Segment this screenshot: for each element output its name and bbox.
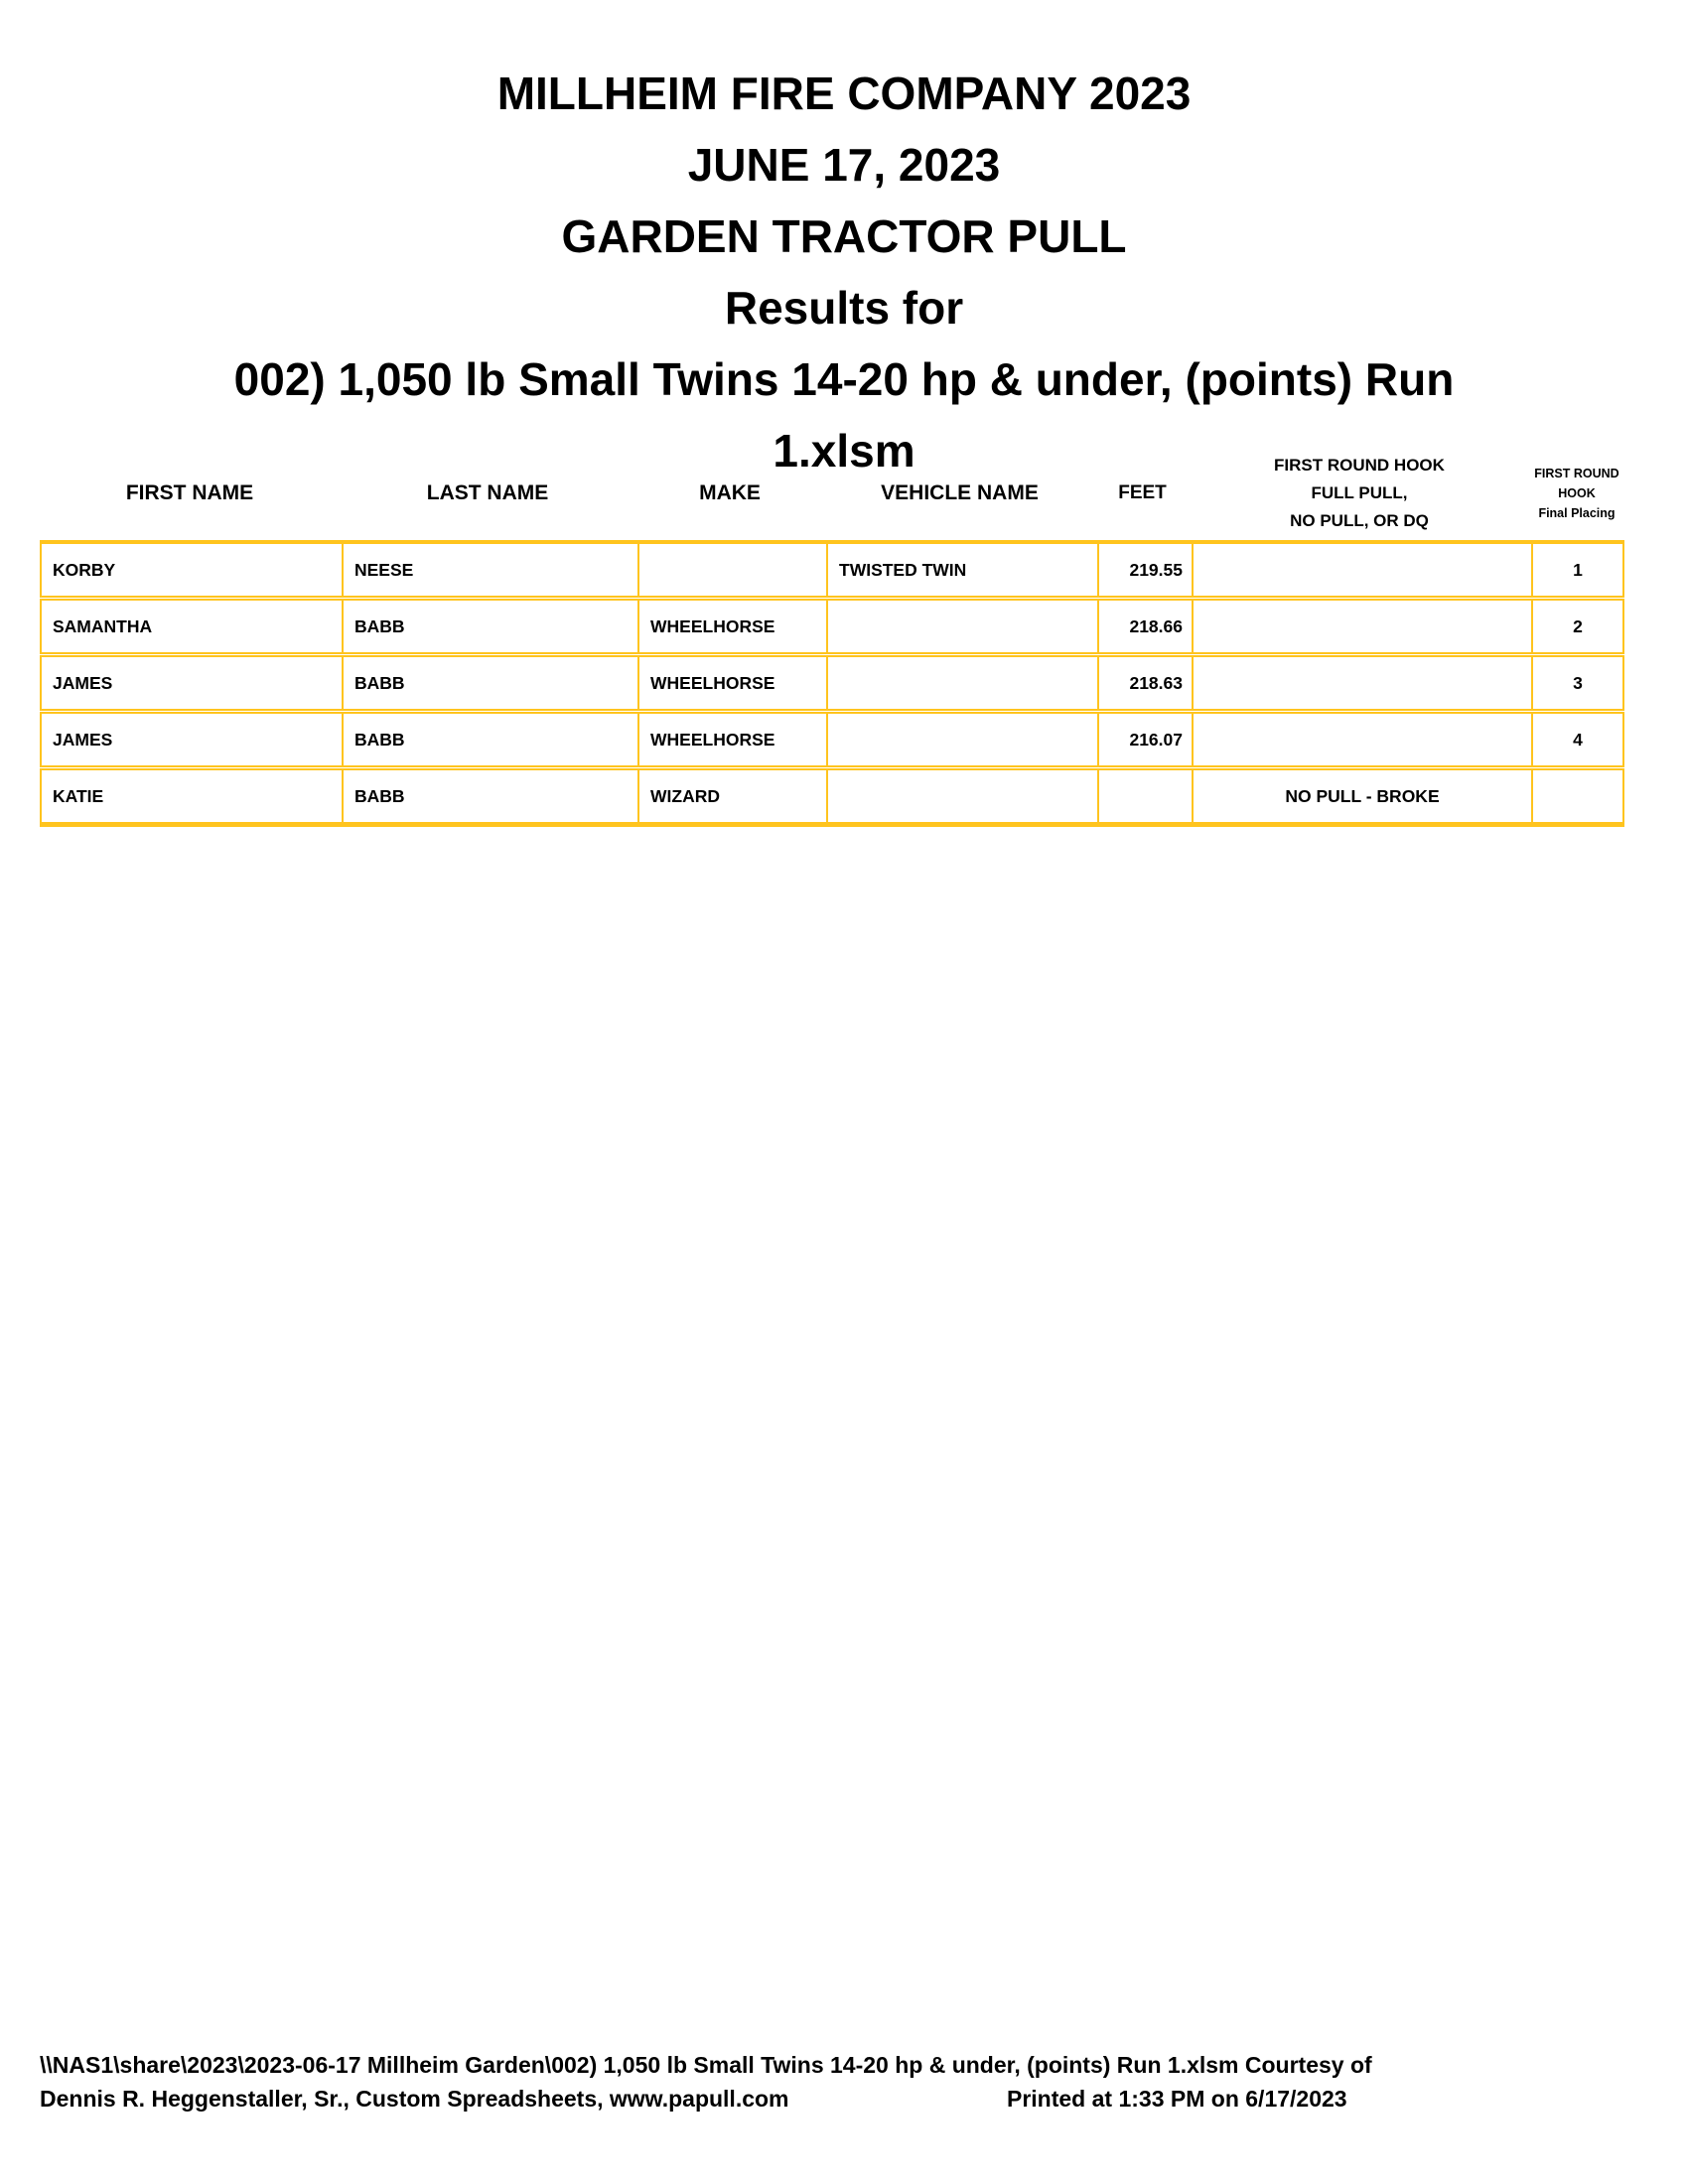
hook-header-line: NO PULL, OR DQ <box>1290 511 1429 530</box>
event-title: MILLHEIM FIRE COMPANY 2023 <box>496 68 1192 119</box>
column-header-first-name: FIRST NAME <box>125 481 254 504</box>
cell-final-placing <box>1531 770 1622 822</box>
cell-last-name: BABB <box>342 714 637 765</box>
cell-last-name: NEESE <box>342 544 637 596</box>
column-header-make: MAKE <box>699 481 761 504</box>
cell-hook-result <box>1192 601 1531 652</box>
cell-final-placing: 1 <box>1531 544 1622 596</box>
footer-credit-line <box>40 2082 1688 2116</box>
cell-make: WHEELHORSE <box>637 657 826 709</box>
cell-last-name: BABB <box>342 770 637 822</box>
column-header-last-name: LAST NAME <box>426 481 549 504</box>
cell-feet <box>1097 770 1192 822</box>
column-header-feet: FEET <box>1118 482 1167 503</box>
cell-feet: 218.63 <box>1097 657 1192 709</box>
table-row <box>40 712 1624 767</box>
cell-hook-result <box>1192 714 1531 765</box>
results-for-label: Results for <box>724 282 964 334</box>
column-header-final-placing <box>1529 464 1624 523</box>
column-header-vehicle-name: VEHICLE NAME <box>881 481 1039 504</box>
cell-make <box>637 544 826 596</box>
cell-vehicle-name <box>826 714 1097 765</box>
event-type: GARDEN TRACTOR PULL <box>561 210 1127 262</box>
table-row <box>40 599 1624 654</box>
table-row <box>40 542 1624 598</box>
cell-vehicle-name <box>826 657 1097 709</box>
class-name: 002) 1,050 lb Small Twins 14-20 hp & under, (points) Run <box>233 353 1455 405</box>
column-header-hook-result <box>1190 452 1529 535</box>
event-date: JUNE 17, 2023 <box>687 139 1001 191</box>
cell-final-placing: 4 <box>1531 714 1622 765</box>
class-name-filename: 1.xlsm <box>773 425 915 477</box>
cell-vehicle-name <box>826 770 1097 822</box>
cell-last-name: BABB <box>342 657 637 709</box>
hook-header-line: FIRST ROUND HOOK <box>1274 456 1445 475</box>
footer-printed-timestamp: Printed at 1:33 PM on 6/17/2023 <box>1007 2086 1347 2112</box>
cell-hook-result <box>1192 657 1531 709</box>
cell-first-name: KORBY <box>53 559 116 580</box>
cell-first-name: JAMES <box>53 729 113 750</box>
placing-header-line: Final Placing <box>1538 506 1616 520</box>
cell-first-name: JAMES <box>53 672 113 693</box>
hook-header-line: FULL PULL, <box>1311 483 1408 502</box>
footer <box>40 2048 1688 2116</box>
title-block <box>0 58 1688 486</box>
cell-feet: 218.66 <box>1097 601 1192 652</box>
cell-first-name: KATIE <box>53 785 104 806</box>
cell-make: WHEELHORSE <box>637 601 826 652</box>
cell-hook-result <box>1192 544 1531 596</box>
placing-header-line: HOOK <box>1558 486 1596 500</box>
table-row <box>40 655 1624 711</box>
cell-last-name: BABB <box>342 601 637 652</box>
cell-feet: 216.07 <box>1097 714 1192 765</box>
table-row <box>40 768 1624 824</box>
footer-credit-text: Dennis R. Heggenstaller, Sr., Custom Spreadsheets, www.papull.com <box>40 2086 789 2112</box>
placing-header-line: FIRST ROUND <box>1534 467 1619 480</box>
cell-final-placing: 2 <box>1531 601 1622 652</box>
cell-make: WHEELHORSE <box>637 714 826 765</box>
cell-vehicle-name: TWISTED TWIN <box>826 544 1097 596</box>
cell-hook-result: NO PULL - BROKE <box>1192 770 1531 822</box>
cell-first-name: SAMANTHA <box>53 615 153 636</box>
cell-final-placing: 3 <box>1531 657 1622 709</box>
cell-feet: 219.55 <box>1097 544 1192 596</box>
results-table <box>40 540 1624 827</box>
footer-file-path: \\NAS1\share\2023\2023-06-17 Millheim Garden\002) 1,050 lb Small Twins 14-20 hp & under, (points) Run 1.xlsm Courtesy of <box>40 2052 1372 2078</box>
cell-make: WIZARD <box>637 770 826 822</box>
cell-vehicle-name <box>826 601 1097 652</box>
results-table-header <box>40 449 1624 538</box>
